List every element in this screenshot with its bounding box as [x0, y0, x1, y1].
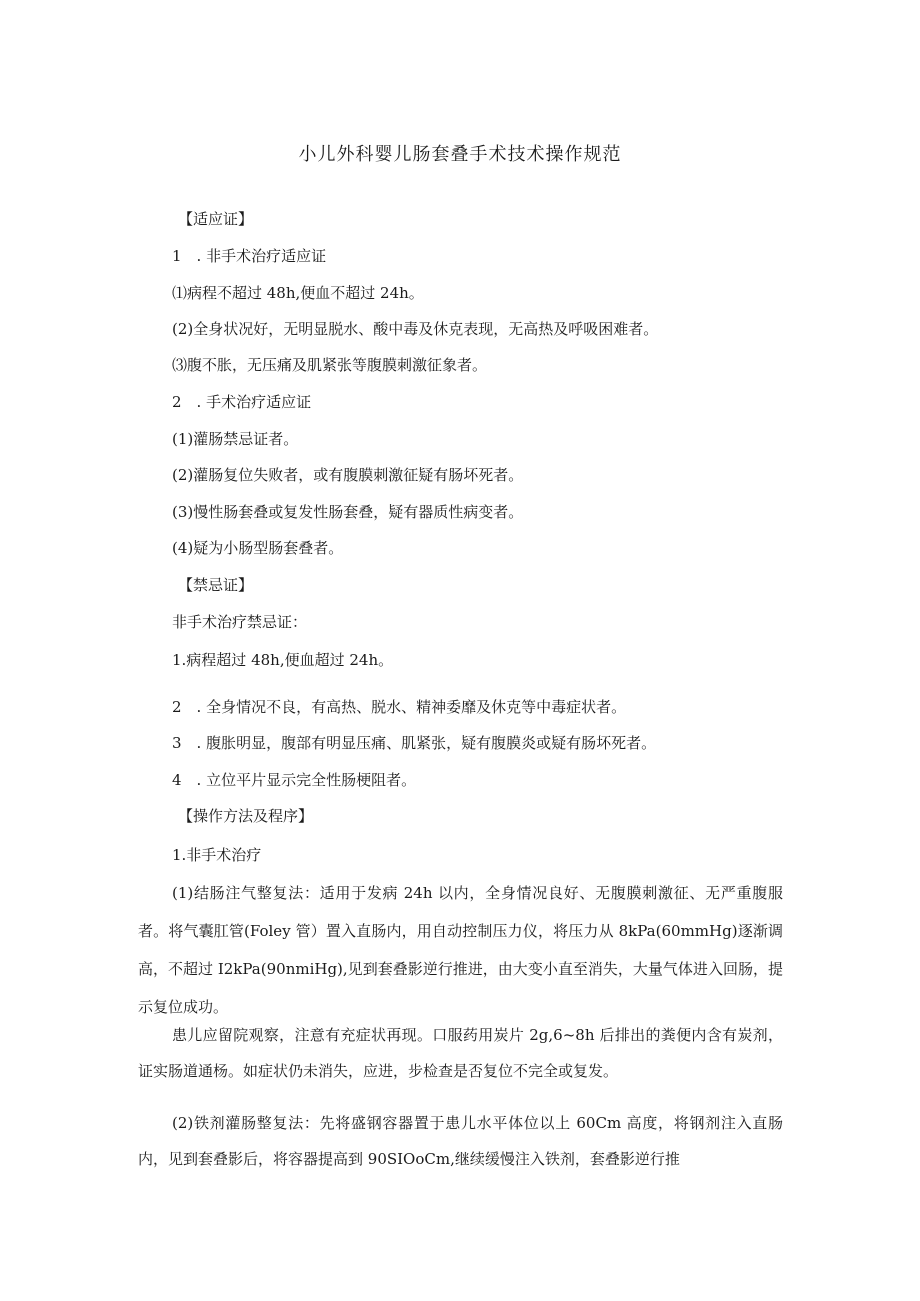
list-item: 2 . 全身情况不良，有高热、脱水、精神委靡及休克等中毒症状者。	[172, 698, 627, 716]
list-item: 1.病程超过 48h,便血超过 24h。	[172, 651, 394, 669]
document-title: 小儿外科婴儿肠套叠手术技术操作规范	[298, 144, 622, 165]
paragraph-air-enema: (1)结肠注气整复法：适用于发病 24h 以内，全身情况良好、无腹膜刺激征、无严重腹服者。将气囊肛管(Foley 管）置入直肠内，用自动控制压力仪，将压力从 8kPa(60mmHg)逐渐调高，不超过 I2kPa(90nmiHg),见到套叠影逆行推进，由大变小直至消失，大量气体进入回肠，提示复位成功。	[138, 884, 783, 1016]
paragraph-observation: 患儿应留院观察，注意有充症状再现。口服药用炭片 2g,6~8h 后排出的粪便内含有炭剂，证实肠道通杨。如症状仍未消失，应进，步检查是否复位不完全或复发。	[138, 1026, 783, 1080]
subheading-nonsurgical-contraindications: 非手术治疗禁忌证：	[172, 613, 308, 631]
subheading-nonsurgical-indications: 1 . 非手术治疗适应证	[172, 247, 327, 265]
list-item: 3 . 腹胀明显，腹部有明显压痛、肌紧张，疑有腹膜炎或疑有肠坏死者。	[172, 734, 657, 752]
subheading-surgical-indications: 2 . 手术治疗适应证	[172, 393, 312, 411]
list-item: (2)灌肠复位失败者，或有腹膜刺激征疑有肠坏死者。	[172, 466, 524, 484]
paragraph-barium-enema: (2)铁剂灌肠整复法：先将盛钢容器置于患儿水平体位以上 60Cm 高度，将钢剂注入直肠内，见到套叠影后，将容器提高到 90SIOoCm,继续缓慢注入铁剂，套叠影逆行推	[138, 1114, 783, 1168]
section-heading-contraindications: 【禁忌证】	[178, 576, 254, 594]
subheading-nonsurgical-treatment: 1.非手术治疗	[172, 846, 262, 864]
list-item: (4)疑为小肠型肠套叠者。	[172, 539, 344, 557]
list-item: (1)灌肠禁忌证者。	[172, 430, 299, 448]
list-item: 4 . 立位平片显示完全性肠梗阻者。	[172, 771, 417, 789]
section-heading-procedure: 【操作方法及程序】	[178, 807, 314, 825]
list-item: ⑶腹不胀，无压痛及肌紧张等腹膜刺激征象者。	[172, 356, 488, 374]
section-heading-indications: 【适应证】	[178, 210, 254, 228]
list-item: (2)全身状况好，无明显脱水、酸中毒及休克表现，无高热及呼吸困难者。	[172, 320, 659, 338]
list-item: (3)慢性肠套叠或复发性肠套叠，疑有器质性病变者。	[172, 503, 524, 521]
list-item: ⑴病程不超过 48h,便血不超过 24h。	[172, 284, 424, 302]
